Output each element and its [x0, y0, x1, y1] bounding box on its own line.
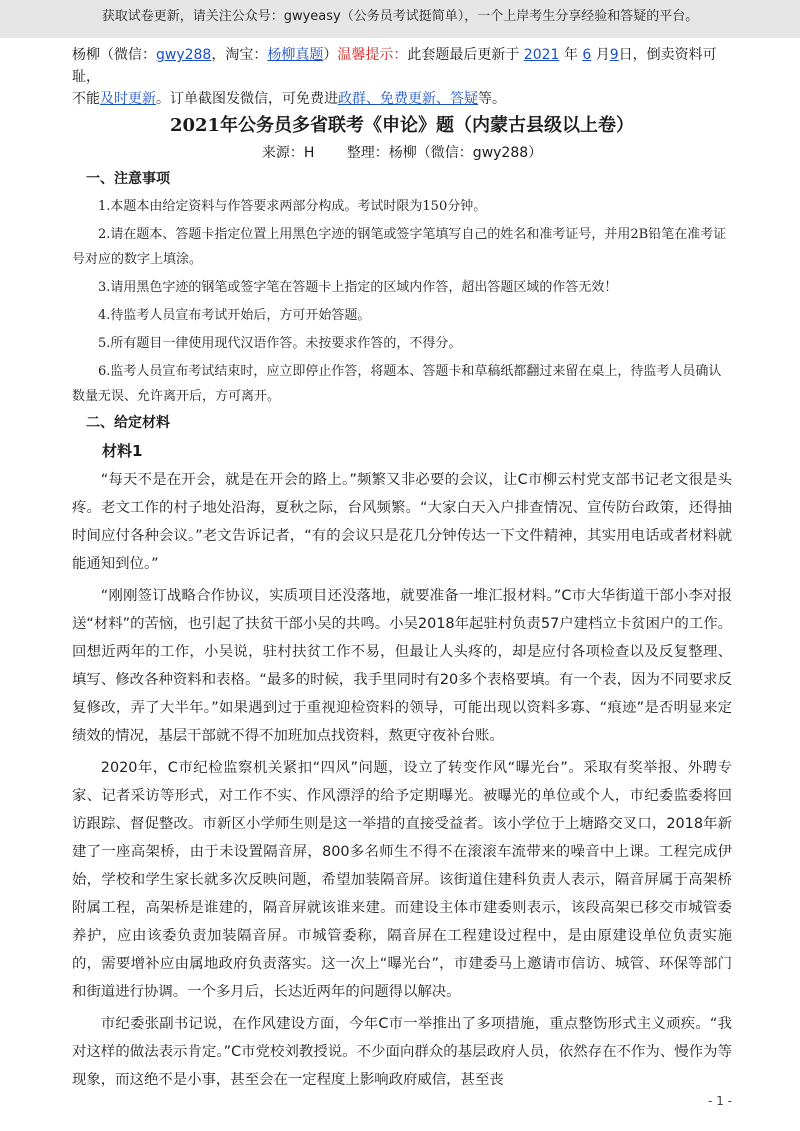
document-title: 2021年公务员多省联考《申论》题（内蒙古县级以上卷）: [169, 115, 635, 136]
notice-item: 4.待监考人员宣布考试开始后，方可开始答题。: [98, 308, 371, 323]
timely-update-link[interactable]: 及时更新: [100, 91, 156, 107]
info-line: 杨柳（微信：gwy288，淘宝：杨柳真题）温馨提示：此套题最后更新于 2021 年 6 月9日，倒卖资料可耻， 不能及时更新。订单截图发微信，可免费进政群、免费更新、答疑等。: [72, 47, 717, 107]
page-number: - 1 -: [708, 1094, 732, 1108]
update-day[interactable]: 9: [609, 47, 619, 63]
source-editor: 整理：杨柳（微信：gwy288）: [346, 145, 543, 161]
notice-item: 2.请在题本、答题卡指定位置上用黑色字迹的钢笔或签字笔填写自己的姓名和准考证号，并用2B铅笔在准考证号对应的数字上填涂。: [72, 227, 727, 267]
shop-link[interactable]: 杨柳真题: [267, 47, 324, 63]
notice-heading: 一、注意事项: [86, 171, 170, 187]
wechat-link[interactable]: gwy288: [156, 47, 212, 63]
tip-label: 温馨提示：: [337, 47, 408, 63]
top-banner: 获取试卷更新，请关注公众号：gwyeasy（公务员考试挺简单），一个上岸考生分享经验和答疑的平台。: [0, 0, 800, 38]
notice-item: 5.所有题目一律使用现代汉语作答。未按要求作答的，不得分。: [98, 336, 462, 351]
material-paragraph: “刚刚签订战略合作协议，实质项目还没落地，就要准备一堆汇报材料。”C市大华街道干部小李对报送“材料”的苦恼，也引起了扶贫干部小吴的共鸣。小吴2018年起驻村负责57户建档立卡贫困户的工作。回想近两年的工作，小吴说，驻村扶贫工作不易，但最让人头疼的，却是应付各项检查以及反复整理、填写、修改各种资料和表格。“最多的时候，我手里同时有20多个表格要填。有一个表，因为不同要求反复修改，弄了大半年。”如果遇到过于重视迎检资料的领导，可能出现以资料多寡、“痕迹”是否明显来定绩效的情况，基层干部就不得不加班加点找资料，熬更守夜补台账。: [72, 588, 732, 744]
notice-item: 1.本题本由给定资料与作答要求两部分构成。考试时限为150分钟。: [98, 199, 487, 214]
document-page: [72, 44, 732, 1098]
notice-item: 6.监考人员宣布考试结束时，应立即停止作答，将题本、答题卡和草稿纸都翻过来留在桌上，待监考人员确认数量无误、允许离开后，方可离开。: [72, 364, 722, 404]
material-1-title: 材料1: [102, 442, 143, 460]
material-paragraph: 2020年，C市纪检监察机关紧扣“四风”问题，设立了转变作风“曝光台”。采取有奖举报、外聘专家、记者采访等形式，对工作不实、作风漂浮的给予定期曝光。被曝光的单位或个人，市纪委监委将回访跟踪、督促整改。市新区小学师生则是这一举措的直接受益者。该小学位于上塘路交叉口，2018年新建了一座高架桥，由于未设置隔音屏，800多名师生不得不在滚滚车流带来的噪音中上课。工程完成伊始，学校和学生家长就多次反映问题，希望加装隔音屏。该街道住建科负责人表示，隔音屏属于高架桥附属工程，高架桥是谁建的，隔音屏就该谁来建。而建设主体市建委则表示，该段高架已移交市城管委养护，应由该委负责加装隔音屏。市城管委称，隔音屏在工程建设过程中，是由原建设单位负责实施的，需要增补应由属地政府负责落实。这一次上“曝光台”，市建委马上邀请市信访、城管、环保等部门和街道进行协调。一个多月后，长达近两年的问题得以解决。: [72, 760, 732, 1000]
group-update-qa-link[interactable]: 政群、免费更新、答疑: [338, 91, 478, 107]
material-paragraph: “每天不是在开会，就是在开会的路上。”频繁又非必要的会议，让C市柳云村党支部书记老文很是头疼。老文工作的村子地处沿海，夏秋之际，台风频繁。“大家白天入户排查情况、宣传防台政策，还得抽时间应付各种会议。”老文告诉记者，“有的会议只是花几分钟传达一下文件精神，其实用电话或者材料就能通知到位。”: [72, 472, 732, 572]
source-from: 来源：H: [261, 145, 315, 161]
material-paragraph: 市纪委张副书记说，在作风建设方面，今年C市一举推出了多项措施，重点整饬形式主义顽疾。“我对这样的做法表示肯定。”C市党校刘教授说。不少面向群众的基层政府人员，依然存在不作为、慢作为等现象，而这绝不是小事，甚至会在一定程度上影响政府威信，甚至丧: [72, 1016, 732, 1088]
update-year[interactable]: 2021: [523, 47, 560, 63]
source-line: [72, 142, 732, 164]
update-month[interactable]: 6: [582, 47, 592, 63]
materials-heading: 二、给定材料: [86, 415, 170, 431]
notice-item: 3.请用黑色字迹的钢笔或签字笔在答题卡上指定的区域内作答，超出答题区域的作答无效！: [98, 280, 618, 295]
